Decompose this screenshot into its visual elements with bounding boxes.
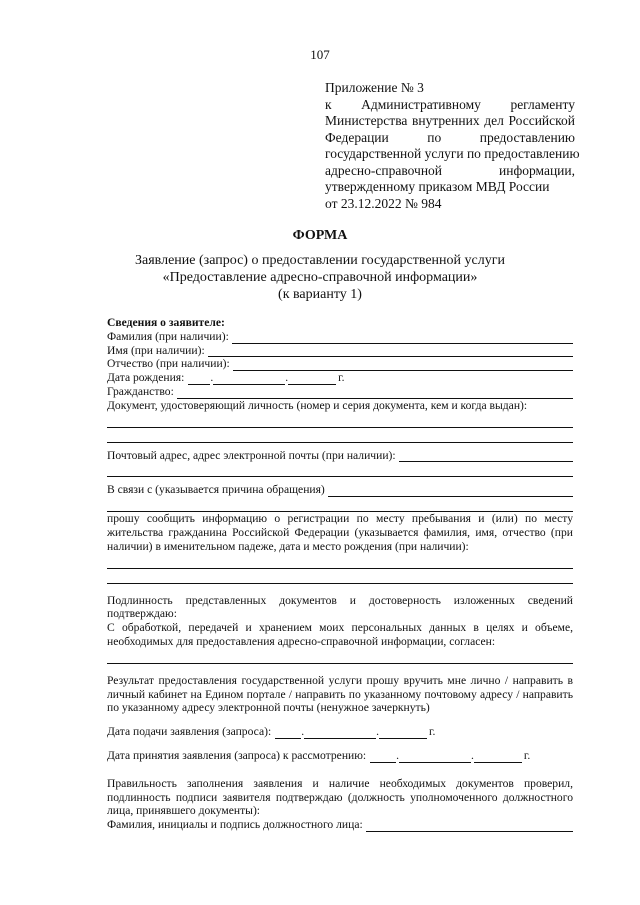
acceptance-day-field[interactable] (370, 751, 396, 763)
postal-address-field[interactable] (399, 450, 573, 462)
patronymic-row (107, 357, 573, 371)
postal-address-label: Почтовый адрес, адрес электронной почты (при наличии): (107, 448, 396, 462)
name-label: Имя (при наличии): (107, 343, 205, 357)
year-suffix: г. (523, 748, 531, 762)
title-line: Заявление (запрос) о предоставлении государственной услуги (135, 253, 505, 268)
reason-row (107, 483, 573, 497)
name-field[interactable] (208, 345, 573, 357)
birth-year-field[interactable] (288, 373, 336, 385)
postal-address-field[interactable] (107, 462, 573, 477)
year-suffix: г. (338, 371, 345, 385)
surname-field[interactable] (232, 332, 573, 344)
official-name-field[interactable] (366, 820, 573, 832)
authenticity-text: Подлинность представленных документов и достоверность изложенных сведений подтверждаю: (107, 593, 573, 621)
page-number: 107 (310, 47, 330, 62)
person-details-field[interactable] (107, 569, 573, 584)
request-text: прошу сообщить информацию о регистрации по месту пребывания и (или) по месту жительства гражданина Российской Федерации (указывается фамилия, имя, отчество (при наличии) в именительном падеже, дата и место рождения (при наличии): (107, 512, 573, 553)
consent-text: С обработкой, передачей и хранением моих персональных данных в целях и объеме, необходимых для предоставления адресно-справочной информации, согласен: (107, 621, 573, 648)
appendix-line: к Административному регламенту (325, 96, 575, 112)
reason-field[interactable] (107, 497, 573, 512)
person-details-field[interactable] (107, 554, 573, 569)
verification-text: Правильность заполнения заявления и наличие необходимых документов проверил, подлинность подписи заявителя подтверждаю (должность уполномоченного должностного лица, принявшего документы): (107, 776, 573, 818)
surname-row (107, 330, 573, 344)
submission-date-row: Дата подачи заявления (запроса): . . г. (107, 725, 436, 739)
patronymic-field[interactable] (233, 359, 573, 371)
submission-year-field[interactable] (379, 727, 427, 739)
submission-month-field[interactable] (304, 727, 376, 739)
citizenship-label: Гражданство: (107, 384, 174, 398)
postal-address-row (107, 449, 573, 463)
surname-label: Фамилия (при наличии): (107, 329, 229, 343)
birth-month-field[interactable] (213, 373, 285, 385)
application-form (107, 316, 573, 832)
appendix-line: утвержденному приказом МВД России (325, 179, 550, 194)
birth-date-row: Дата рождения: . . г. (107, 371, 345, 385)
official-name-label: Фамилия, инициалы и подпись должностного лица: (107, 818, 363, 832)
official-name-row (107, 818, 573, 832)
id-document-field[interactable] (107, 428, 573, 443)
acceptance-date-row: Дата принятия заявления (запроса) к рассмотрению: . . г. (107, 748, 531, 762)
title-line: (к варианту 1) (278, 287, 362, 302)
appendix-line: от 23.12.2022 № 984 (325, 195, 442, 211)
reason-field[interactable] (328, 485, 573, 497)
appendix-line: Приложение № 3 (325, 80, 424, 95)
appendix-line: адресно-справочной информации, (325, 162, 575, 178)
document-title (60, 252, 580, 303)
appendix-line: Федерации по предоставлению (325, 129, 575, 145)
id-document-label: Документ, удостоверяющий личность (номер и серия документа, кем и когда выдан): (107, 398, 528, 412)
citizenship-row (107, 385, 573, 399)
applicant-section-heading: Сведения о заявителе: (107, 316, 225, 329)
appendix-line: государственной услуги по предоставлению (325, 146, 580, 161)
title-line: «Предоставление адресно-справочной информации» (162, 270, 478, 285)
acceptance-date-label: Дата принятия заявления (запроса) к рассмотрению: (107, 748, 367, 762)
consent-signature-field[interactable] (107, 649, 573, 664)
name-row (107, 344, 573, 358)
reason-label: В связи с (указывается причина обращения) (107, 483, 325, 497)
submission-date-label: Дата подачи заявления (запроса): (107, 725, 272, 739)
id-document-field[interactable] (107, 413, 573, 428)
appendix-block (325, 80, 580, 212)
patronymic-label: Отчество (при наличии): (107, 357, 230, 371)
acceptance-year-field[interactable] (474, 751, 522, 763)
submission-day-field[interactable] (275, 727, 301, 739)
birth-date-label: Дата рождения: (107, 371, 185, 385)
birth-day-field[interactable] (188, 373, 210, 385)
form-heading: ФОРМА (292, 228, 348, 243)
result-delivery-text: Результат предоставления государственной услуги прошу вручить мне лично / направить в личный кабинет на Едином портале / направить по указанному почтовому адресу / направить по указанному адресу электронной почты (ненужное зачеркнуть) (107, 673, 573, 715)
citizenship-field[interactable] (177, 387, 573, 399)
appendix-line: Министерства внутренних дел Российской (325, 113, 575, 128)
acceptance-month-field[interactable] (399, 751, 471, 763)
year-suffix: г. (429, 725, 436, 739)
